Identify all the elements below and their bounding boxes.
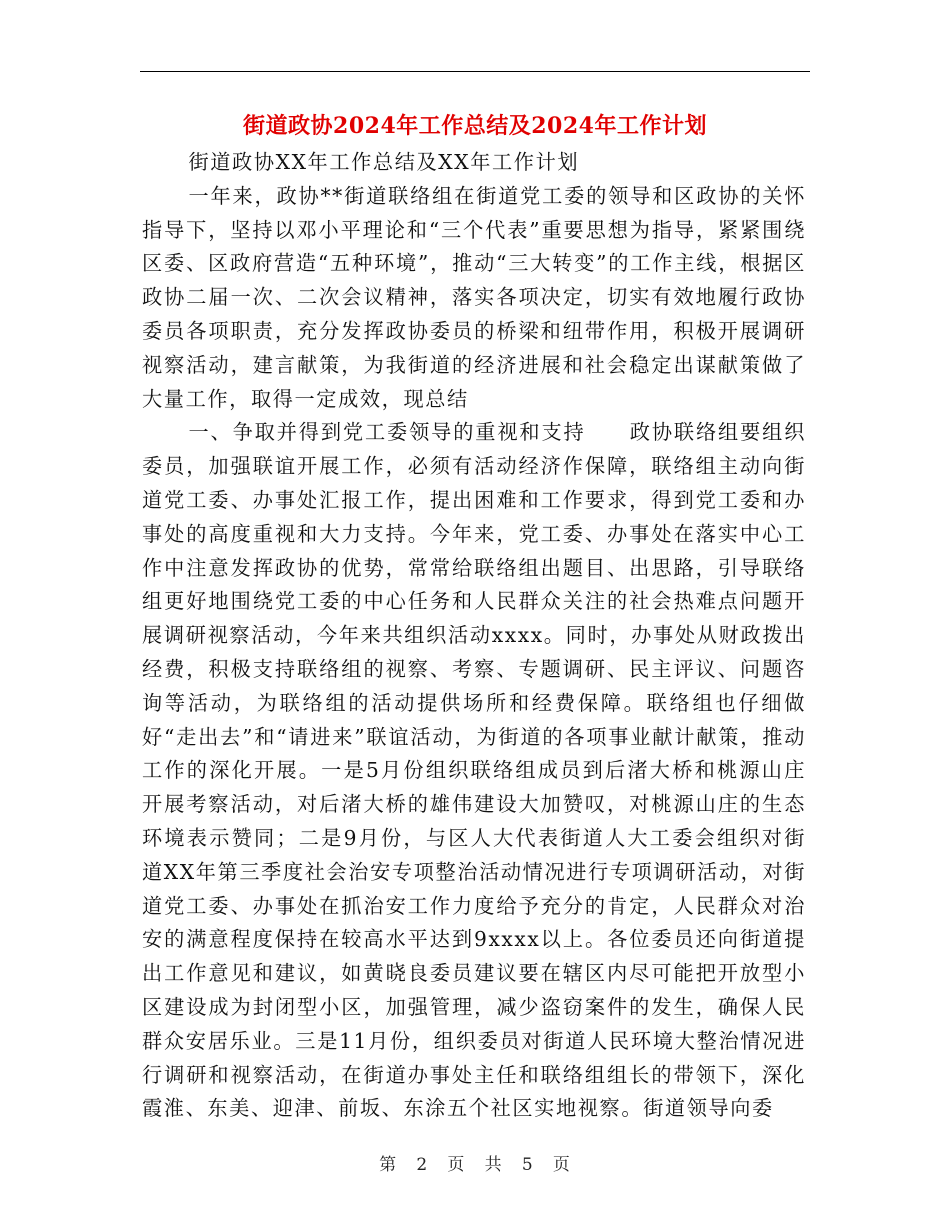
footer-current-page: 2 bbox=[416, 1155, 429, 1175]
body-paragraph: 一年来，政协**街道联络组在街道党工委的领导和区政协的关怀指导下，坚持以邓小平理论和“三个代表”重要思想为指导，紧紧围绕区委、区政府营造“五种环境”，推动“三大转变”的工作主线，根据区政协二届一次、二次会议精神，落实各项决定，切实有效地履行政协委员各项职责，充分发挥政协委员的桥梁和纽带作用，积极开展调研视察活动，建言献策，为我街道的经济进展和社会稳定出谋献策做了大量工作，取得一定成效，现总结 bbox=[142, 183, 806, 411]
document-body bbox=[142, 146, 806, 1126]
footer-label-page: 第 bbox=[379, 1155, 398, 1175]
footer-label-page-unit: 页 bbox=[447, 1155, 466, 1175]
footer-label-total-unit: 页 bbox=[552, 1155, 571, 1175]
subtitle-paragraph: 街道政协XX年工作总结及XX年工作计划 bbox=[188, 150, 580, 174]
body-paragraph: 一、争取并得到党工委领导的重视和支持 政协联络组要组织委员，加强联谊开展工作，必须有活动经济作保障，联络组主动向街道党工委、办事处汇报工作，提出困难和工作要求，得到党工委和办事处的高度重视和大力支持。今年来，党工委、办事处在落实中心工作中注意发挥政协的优势，常常给联络组出题目、出思路，引导联络组更好地围绕党工委的中心任务和人民群众关注的社会热难点问题开展调研视察活动，今年来共组织活动xxxx。同时，办事处从财政拨出经费，积极支持联络组的视察、考察、专题调研、民主评议、问题咨询等活动，为联络组的活动提供场所和经费保障。联络组也仔细做好“走出去”和“请进来”联谊活动，为街道的各项事业献计献策，推动工作的深化开展。一是5月份组织联络组成员到后渚大桥和桃源山庄开展考察活动，对后渚大桥的雄伟建设大加赞叹，对桃源山庄的生态环境表示赞同；二是9月份，与区人大代表街道人大工委会组织对街道XX年第三季度社会治安专项整治活动情况进行专项调研活动，对街道党工委、办事处在抓治安工作力度给予充分的肯定，人民群众对治安的满意程度保持在较高水平达到9xxxx以上。各位委员还向街道提出工作意见和建议，如黄晓良委员建议要在辖区内尽可能把开放型小区建设成为封闭型小区，加强管理，减少盗窃案件的发生，确保人民群众安居乐业。三是11月份，组织委员对街道人民环境大整治情况进行调研和视察活动，在街道办事处主任和联络组组长的带领下，深化霞淮、东美、迎津、前坂、东涂五个社区实地视察。街道领导向委 bbox=[142, 420, 806, 1121]
document-title: 街道政协2024年工作总结及2024年工作计划 bbox=[243, 113, 707, 139]
footer-total-pages: 5 bbox=[521, 1155, 534, 1175]
page-footer bbox=[0, 1153, 950, 1177]
header-rule bbox=[140, 71, 810, 72]
footer-label-total: 共 bbox=[484, 1155, 503, 1175]
